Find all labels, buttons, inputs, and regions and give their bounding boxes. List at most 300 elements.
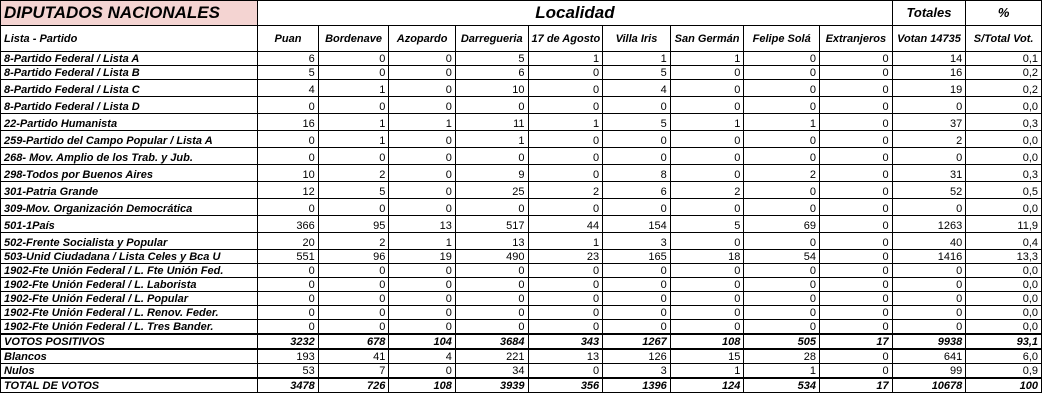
vote-cell: 0 [820,250,893,264]
vote-cell: 124 [670,378,744,393]
vote-cell: 1 [318,80,389,97]
vote-cell: 0 [455,148,528,165]
summary-row [1,334,1042,349]
vote-cell: 0 [670,199,744,216]
vote-cell: 0 [528,148,603,165]
vote-cell: 0 [820,233,893,250]
vote-cell: 0 [670,306,744,320]
vote-cell: 0,3 [966,114,1042,131]
vote-cell: 0 [318,199,389,216]
party-name: Nulos [1,364,258,379]
vote-cell: 0,0 [966,97,1042,114]
vote-cell: 0 [258,148,319,165]
vote-cell: 5 [455,52,528,66]
vote-cell: 0 [892,97,966,114]
vote-cell: 0 [389,320,456,335]
party-name: 259-Partido del Campo Popular / Lista A [1,131,258,148]
vote-cell: 5 [603,114,671,131]
vote-cell: 93,1 [966,334,1042,349]
vote-cell: 37 [892,114,966,131]
vote-cell: 0 [318,320,389,335]
vote-cell: 96 [318,250,389,264]
vote-cell: 0 [389,165,456,182]
vote-cell: 0 [258,278,319,292]
vote-cell: 0 [892,278,966,292]
vote-cell: 0 [603,131,671,148]
vote-cell: 0,0 [966,278,1042,292]
vote-cell: 4 [258,80,319,97]
vote-cell: 3939 [455,378,528,393]
vote-cell: 126 [603,349,671,364]
vote-cell: 1 [528,114,603,131]
vote-cell: 100 [966,378,1042,393]
vote-cell: 1 [318,131,389,148]
summary-row [1,378,1042,393]
vote-cell: 0 [670,264,744,278]
vote-cell: 0 [528,131,603,148]
vote-cell: 0 [389,199,456,216]
vote-cell: 1 [389,233,456,250]
header-row-1 [1,1,1042,26]
vote-cell: 0 [744,182,820,199]
vote-cell: 6 [258,52,319,66]
column-header: Extranjeros [820,26,893,52]
party-name: 8-Partido Federal / Lista A [1,52,258,66]
vote-cell: 0 [744,52,820,66]
vote-cell: 0 [318,97,389,114]
vote-cell: 0 [744,292,820,306]
vote-cell: 0 [820,148,893,165]
vote-cell: 0 [820,264,893,278]
vote-cell: 221 [455,349,528,364]
vote-cell: 0 [670,131,744,148]
vote-cell: 0 [455,264,528,278]
vote-cell: 0 [670,80,744,97]
vote-cell: 1 [318,114,389,131]
vote-cell: 0 [744,199,820,216]
vote-cell: 366 [258,216,319,233]
column-header: 17 de Agosto [528,26,603,52]
table-row [1,250,1042,264]
vote-cell: 23 [528,250,603,264]
vote-cell: 99 [892,364,966,379]
column-header: Bordenave [318,26,389,52]
localidad-header: Localidad [258,1,892,26]
vote-cell: 0 [528,364,603,379]
table-row [1,114,1042,131]
table-row [1,66,1042,80]
vote-cell: 0 [528,292,603,306]
vote-cell: 3684 [455,334,528,349]
vote-cell: 0 [528,306,603,320]
vote-cell: 5 [258,66,319,80]
vote-cell: 104 [389,334,456,349]
vote-cell: 0 [670,292,744,306]
vote-cell: 0 [744,97,820,114]
vote-cell: 6,0 [966,349,1042,364]
vote-cell: 0 [318,278,389,292]
table-row [1,278,1042,292]
vote-cell: 0 [603,199,671,216]
party-name: 8-Partido Federal / Lista C [1,80,258,97]
vote-cell: 1 [528,233,603,250]
vote-cell: 154 [603,216,671,233]
vote-cell: 9 [455,165,528,182]
table-row [1,131,1042,148]
vote-cell: 0 [389,278,456,292]
vote-cell: 0 [528,97,603,114]
vote-cell: 1416 [892,250,966,264]
vote-cell: 69 [744,216,820,233]
vote-cell: 0 [258,292,319,306]
column-header: Azopardo [389,26,456,52]
party-name: VOTOS POSITIVOS [1,334,258,349]
vote-cell: 0 [892,320,966,335]
vote-cell: 11,9 [966,216,1042,233]
vote-cell: 44 [528,216,603,233]
vote-cell: 4 [389,349,456,364]
vote-cell: 1 [670,114,744,131]
vote-cell: 6 [455,66,528,80]
summary-row [1,349,1042,364]
column-header: Villa Iris [603,26,671,52]
vote-cell: 0 [744,306,820,320]
vote-cell: 6 [603,182,671,199]
vote-cell: 0 [455,97,528,114]
vote-cell: 0 [820,131,893,148]
vote-cell: 108 [389,378,456,393]
vote-cell: 0,2 [966,80,1042,97]
vote-cell: 0 [318,66,389,80]
totales-header: Totales [892,1,966,26]
vote-cell: 0 [528,199,603,216]
vote-cell: 1 [744,364,820,379]
vote-cell: 0 [820,364,893,379]
vote-cell: 517 [455,216,528,233]
vote-cell: 3232 [258,334,319,349]
vote-cell: 0 [258,97,319,114]
vote-cell: 9938 [892,334,966,349]
vote-cell: 13,3 [966,250,1042,264]
vote-cell: 7 [318,364,389,379]
vote-cell: 0,0 [966,131,1042,148]
vote-cell: 0 [670,148,744,165]
vote-cell: 12 [258,182,319,199]
percent-header: % [966,1,1042,26]
vote-cell: 52 [892,182,966,199]
vote-cell: 0,0 [966,320,1042,335]
vote-cell: 1267 [603,334,671,349]
vote-cell: 41 [318,349,389,364]
vote-cell: 53 [258,364,319,379]
vote-cell: 5 [603,66,671,80]
vote-cell: 0 [603,292,671,306]
vote-cell: 0 [744,148,820,165]
column-header: Puan [258,26,319,52]
vote-cell: 0 [820,278,893,292]
vote-cell: 1 [670,52,744,66]
vote-cell: 2 [318,165,389,182]
table-row [1,233,1042,250]
table-row [1,216,1042,233]
party-name: TOTAL DE VOTOS [1,378,258,393]
vote-cell: 2 [528,182,603,199]
table-row [1,165,1042,182]
vote-cell: 0 [820,349,893,364]
vote-cell: 0 [258,131,319,148]
vote-cell: 0 [820,306,893,320]
vote-cell: 726 [318,378,389,393]
table-row [1,199,1042,216]
vote-cell: 551 [258,250,319,264]
party-name: 301-Patria Grande [1,182,258,199]
vote-cell: 16 [892,66,966,80]
vote-cell: 2 [318,233,389,250]
vote-cell: 0,3 [966,165,1042,182]
vote-cell: 1 [389,114,456,131]
party-name: 8-Partido Federal / Lista D [1,97,258,114]
vote-cell: 0 [820,97,893,114]
vote-cell: 0 [892,292,966,306]
vote-cell: 0 [455,278,528,292]
table-row [1,320,1042,335]
vote-cell: 40 [892,233,966,250]
party-name: 1902-Fte Unión Federal / L. Renov. Feder. [1,306,258,320]
party-name: 501-1País [1,216,258,233]
vote-cell: 5 [670,216,744,233]
vote-cell: 14 [892,52,966,66]
vote-cell: 0 [455,306,528,320]
vote-cell: 0,0 [966,148,1042,165]
vote-cell: 34 [455,364,528,379]
vote-cell: 0,0 [966,264,1042,278]
vote-cell: 1396 [603,378,671,393]
vote-cell: 3 [603,233,671,250]
vote-cell: 0 [820,165,893,182]
column-header: S/Total Vot. [966,26,1042,52]
vote-cell: 0 [528,278,603,292]
vote-cell: 0 [744,131,820,148]
party-name: Blancos [1,349,258,364]
vote-cell: 1 [528,52,603,66]
vote-cell: 0 [820,292,893,306]
vote-cell: 0 [744,278,820,292]
vote-cell: 0 [820,216,893,233]
vote-cell: 20 [258,233,319,250]
vote-cell: 2 [892,131,966,148]
table-row [1,264,1042,278]
vote-cell: 0 [744,80,820,97]
vote-cell: 0 [389,97,456,114]
vote-cell: 95 [318,216,389,233]
vote-cell: 0 [603,320,671,335]
party-name: 268- Mov. Amplio de los Trab. y Jub. [1,148,258,165]
vote-cell: 0 [455,320,528,335]
vote-cell: 0 [892,264,966,278]
vote-cell: 13 [389,216,456,233]
table-row [1,52,1042,66]
vote-cell: 0 [744,66,820,80]
vote-cell: 8 [603,165,671,182]
vote-cell: 4 [603,80,671,97]
vote-cell: 165 [603,250,671,264]
vote-cell: 13 [455,233,528,250]
vote-cell: 0 [528,66,603,80]
vote-cell: 0 [528,165,603,182]
table-row [1,80,1042,97]
vote-cell: 0 [670,278,744,292]
vote-cell: 0 [258,199,319,216]
header-row-2 [1,26,1042,52]
table-row [1,292,1042,306]
vote-cell: 0 [603,97,671,114]
column-header: San Germán [670,26,744,52]
table-title: DIPUTADOS NACIONALES [1,1,258,26]
vote-cell: 0 [670,165,744,182]
vote-cell: 0,9 [966,364,1042,379]
vote-cell: 0 [670,320,744,335]
vote-cell: 0 [603,306,671,320]
vote-cell: 1 [744,114,820,131]
vote-cell: 0 [389,264,456,278]
table-row [1,306,1042,320]
vote-cell: 0 [258,264,319,278]
vote-cell: 0,1 [966,52,1042,66]
vote-cell: 0 [892,306,966,320]
vote-cell: 0 [528,320,603,335]
vote-cell: 15 [670,349,744,364]
vote-cell: 0 [389,80,456,97]
vote-cell: 2 [670,182,744,199]
vote-cell: 1 [603,52,671,66]
vote-cell: 18 [670,250,744,264]
vote-cell: 0 [820,52,893,66]
vote-cell: 0,0 [966,292,1042,306]
vote-cell: 0 [670,233,744,250]
vote-cell: 3478 [258,378,319,393]
vote-cell: 16 [258,114,319,131]
vote-cell: 0 [603,264,671,278]
party-name: 298-Todos por Buenos Aires [1,165,258,182]
vote-cell: 5 [318,182,389,199]
column-header: Darregueria [455,26,528,52]
vote-cell: 19 [389,250,456,264]
vote-cell: 0 [603,278,671,292]
vote-cell: 0 [744,233,820,250]
vote-cell: 0 [744,320,820,335]
vote-cell: 54 [744,250,820,264]
vote-cell: 11 [455,114,528,131]
vote-cell: 0 [389,66,456,80]
column-header: Votan 14735 [892,26,966,52]
vote-cell: 0 [820,80,893,97]
vote-cell: 0 [318,52,389,66]
party-name: 502-Frente Socialista y Popular [1,233,258,250]
vote-cell: 1 [670,364,744,379]
vote-cell: 0 [670,66,744,80]
vote-cell: 0 [820,199,893,216]
vote-cell: 10 [455,80,528,97]
vote-cell: 0,0 [966,306,1042,320]
vote-cell: 0 [389,292,456,306]
party-name: 8-Partido Federal / Lista B [1,66,258,80]
party-name: 1902-Fte Unión Federal / L. Laborista [1,278,258,292]
vote-cell: 13 [528,349,603,364]
vote-cell: 534 [744,378,820,393]
vote-cell: 0 [389,52,456,66]
vote-cell: 0 [820,320,893,335]
vote-cell: 28 [744,349,820,364]
party-name: 503-Unid Ciudadana / Lista Celes y Bca U [1,250,258,264]
vote-cell: 678 [318,334,389,349]
vote-cell: 108 [670,334,744,349]
vote-cell: 0 [389,364,456,379]
vote-cell: 343 [528,334,603,349]
column-header: Felipe Solá [744,26,820,52]
summary-row [1,364,1042,379]
vote-cell: 0 [389,148,456,165]
party-name: 22-Partido Humanista [1,114,258,131]
vote-cell: 0 [389,131,456,148]
vote-cell: 0 [744,264,820,278]
vote-cell: 0 [318,148,389,165]
vote-cell: 0 [528,80,603,97]
vote-cell: 17 [820,334,893,349]
lista-partido-header: Lista - Partido [1,26,258,52]
vote-cell: 0 [820,182,893,199]
vote-cell: 19 [892,80,966,97]
vote-cell: 641 [892,349,966,364]
vote-cell: 0 [892,199,966,216]
vote-cell: 0 [258,306,319,320]
vote-cell: 0 [670,97,744,114]
vote-cell: 2 [744,165,820,182]
vote-cell: 0 [820,114,893,131]
vote-cell: 0 [455,199,528,216]
table-row [1,182,1042,199]
vote-cell: 505 [744,334,820,349]
vote-cell: 0 [455,292,528,306]
vote-cell: 25 [455,182,528,199]
vote-cell: 0 [389,306,456,320]
vote-cell: 0 [318,306,389,320]
vote-cell: 0 [820,66,893,80]
vote-cell: 193 [258,349,319,364]
vote-cell: 0,5 [966,182,1042,199]
vote-cell: 0,0 [966,199,1042,216]
vote-cell: 31 [892,165,966,182]
vote-cell: 1 [455,131,528,148]
vote-cell: 0,4 [966,233,1042,250]
vote-cell: 0 [318,292,389,306]
vote-cell: 0 [892,148,966,165]
vote-cell: 3 [603,364,671,379]
vote-cell: 0 [318,264,389,278]
vote-cell: 0 [389,182,456,199]
vote-cell: 0,2 [966,66,1042,80]
vote-cell: 0 [258,320,319,335]
vote-cell: 1263 [892,216,966,233]
vote-cell: 17 [820,378,893,393]
vote-cell: 0 [528,264,603,278]
party-name: 1902-Fte Unión Federal / L. Fte Unión Fed. [1,264,258,278]
vote-cell: 10678 [892,378,966,393]
vote-cell: 490 [455,250,528,264]
table-row [1,148,1042,165]
party-name: 309-Mov. Organización Democrática [1,199,258,216]
party-name: 1902-Fte Unión Federal / L. Tres Bander. [1,320,258,335]
vote-cell: 356 [528,378,603,393]
